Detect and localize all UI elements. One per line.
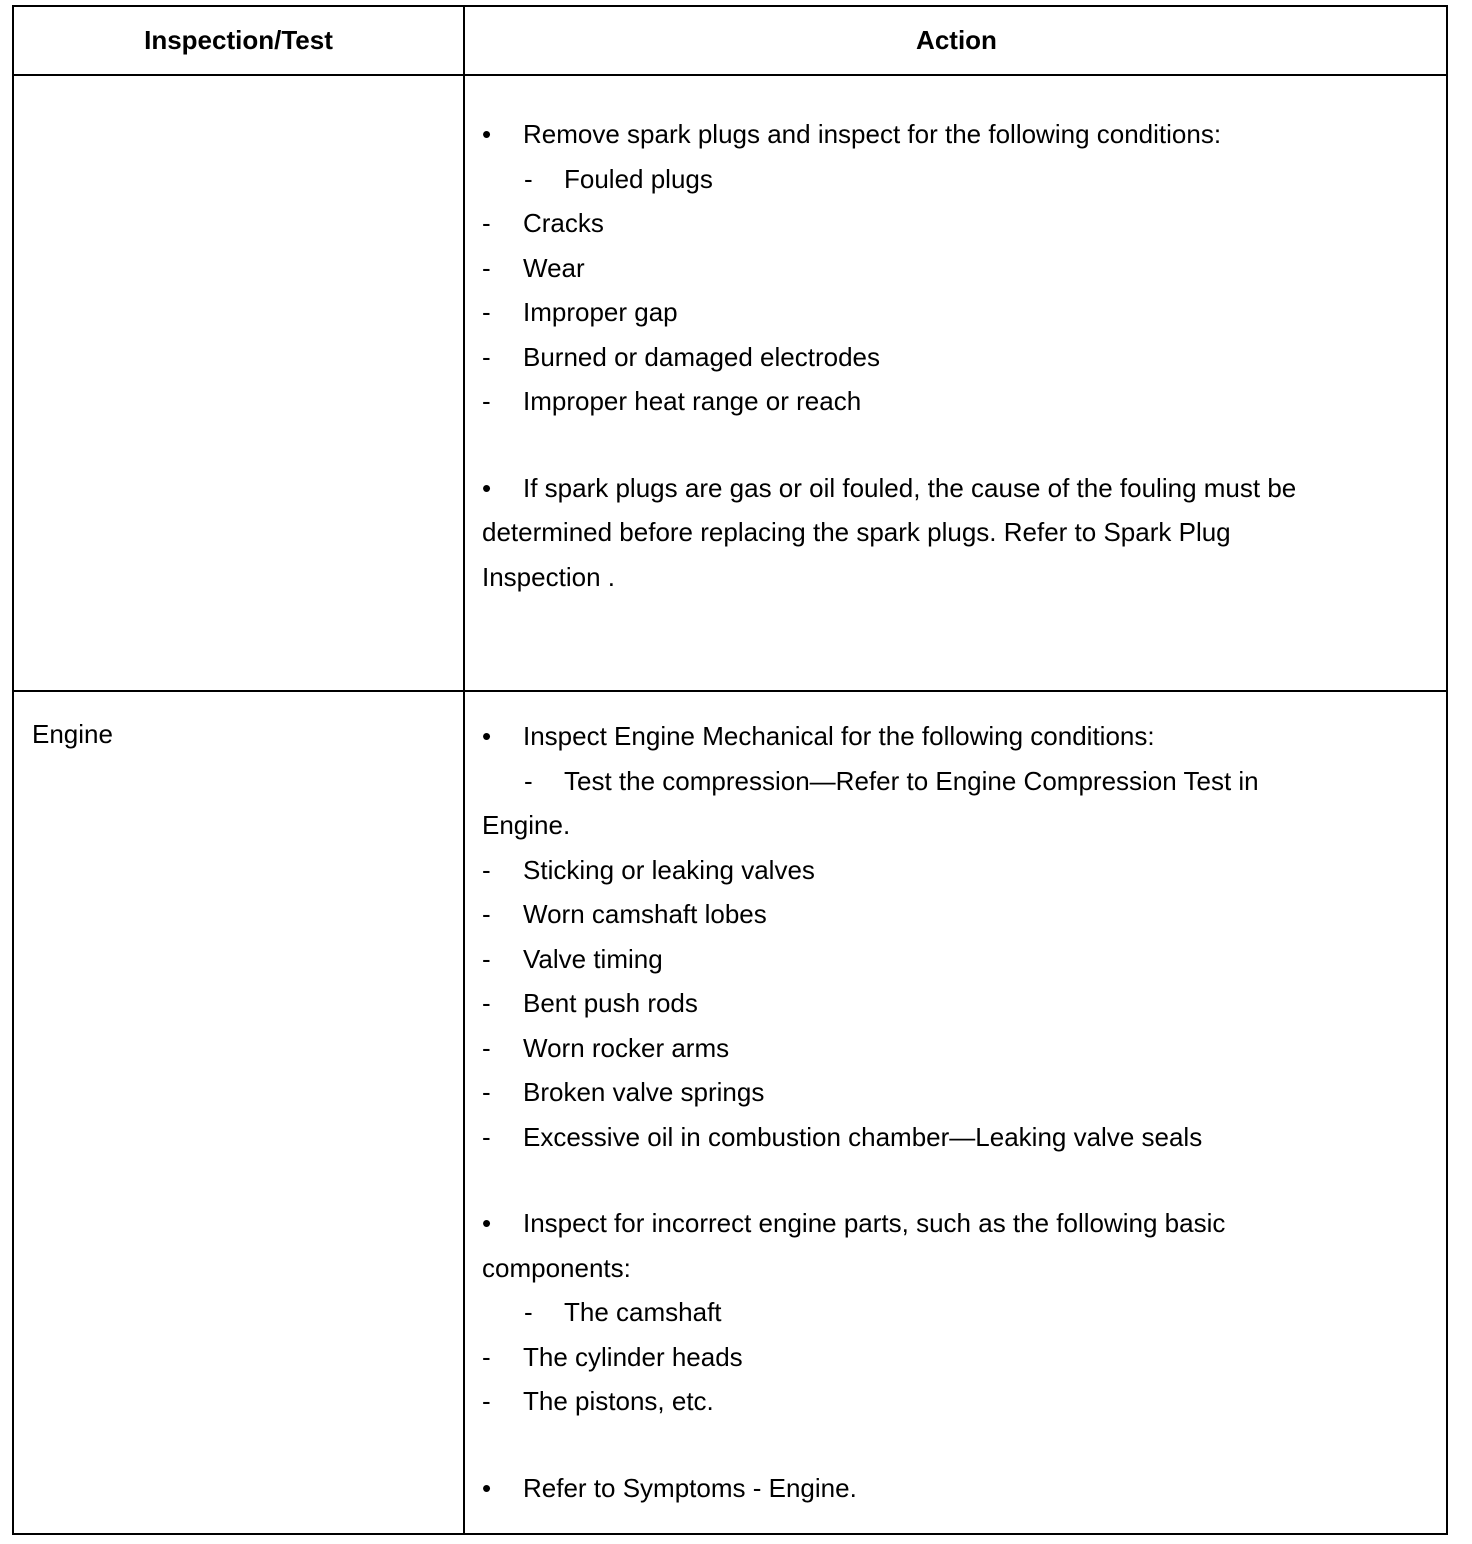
- list-item: [482, 714, 1362, 759]
- action-text: Worn rocker arms: [523, 1032, 730, 1063]
- action-text: Excessive oil in combustion chamber—Leaking valve seals: [523, 1121, 1203, 1152]
- diagnostic-table: [12, 5, 1448, 1535]
- action-text: Engine.: [482, 810, 571, 840]
- action-text: Refer to Symptoms - Engine.: [523, 1472, 857, 1503]
- action-text: Fouled plugs: [564, 163, 713, 194]
- action-text: The pistons, etc.: [523, 1386, 714, 1416]
- list-item: [482, 759, 1362, 804]
- list-item: [482, 201, 1362, 246]
- action-text: Bent push rods: [523, 988, 698, 1018]
- list-item: [482, 157, 1362, 202]
- row-2-action-cell: [482, 714, 1362, 1510]
- header-inspection-test: Inspection/Test: [144, 25, 333, 55]
- list-item: [482, 1379, 1362, 1424]
- dash-marker: -: [482, 208, 491, 238]
- bullet-marker: •: [482, 472, 492, 503]
- dash-marker: -: [482, 1341, 491, 1372]
- list-item: [482, 848, 1362, 893]
- list-item: [482, 379, 1362, 424]
- action-text: Burned or damaged electrodes: [523, 341, 881, 372]
- dash-marker: -: [482, 1077, 491, 1107]
- list-item: [482, 335, 1362, 380]
- row-divider: [14, 690, 1446, 692]
- action-text: Inspect for incorrect engine parts, such as the following basic: [523, 1208, 1226, 1238]
- list-item: [482, 1115, 1362, 1160]
- header-row-divider: [14, 74, 1446, 76]
- action-text: Broken valve springs: [523, 1077, 765, 1107]
- dash-marker: -: [482, 1386, 491, 1416]
- bullet-marker: •: [482, 1208, 492, 1238]
- dash-marker: -: [482, 1032, 491, 1063]
- list-item: [482, 937, 1362, 982]
- action-text: Wear: [523, 252, 585, 283]
- action-text: Worn camshaft lobes: [523, 899, 767, 929]
- dash-marker: -: [482, 988, 491, 1018]
- list-item: [482, 1466, 1362, 1511]
- dash-marker: -: [482, 252, 491, 283]
- dash-marker: -: [482, 854, 491, 885]
- dash-marker: -: [482, 1121, 491, 1152]
- bullet-marker: •: [482, 721, 492, 751]
- dash-marker: -: [524, 765, 533, 796]
- list-item: [482, 1026, 1362, 1071]
- header-action: Action: [916, 25, 997, 55]
- bullet-marker: •: [482, 119, 492, 149]
- dash-marker: -: [524, 163, 533, 194]
- dash-marker: -: [482, 386, 491, 416]
- list-item: [482, 1335, 1362, 1380]
- list-item-continuation: [482, 803, 1362, 848]
- action-text: Improper heat range or reach: [523, 386, 862, 416]
- action-text: Sticking or leaking valves: [523, 854, 815, 885]
- list-item: [482, 981, 1362, 1026]
- action-text: The cylinder heads: [523, 1341, 743, 1372]
- dash-marker: -: [482, 899, 491, 929]
- list-item: [482, 290, 1362, 335]
- action-text: The camshaft: [564, 1297, 722, 1327]
- list-item: [482, 1070, 1362, 1115]
- list-item: [482, 1201, 1362, 1246]
- list-item: [482, 892, 1362, 937]
- dash-marker: -: [482, 297, 491, 327]
- list-item: [482, 466, 1362, 600]
- action-text: Test the compression—Refer to Engine Compression Test in: [564, 765, 1259, 796]
- list-item: [482, 1290, 1362, 1335]
- action-text: Cracks: [523, 208, 604, 238]
- column-divider: [463, 7, 465, 1533]
- bullet-marker: •: [482, 1472, 492, 1503]
- dash-marker: -: [482, 943, 491, 974]
- list-item-continuation: [482, 1246, 1362, 1291]
- action-text: Inspect Engine Mechanical for the following conditions:: [523, 721, 1155, 751]
- action-text: components:: [482, 1252, 631, 1283]
- dash-marker: -: [524, 1297, 533, 1327]
- row-2-inspection-label: Engine: [32, 719, 113, 749]
- action-text: If spark plugs are gas or oil fouled, the cause of the fouling must be determined before replacing the spark plugs. Refer to Spark Plug Inspection .: [482, 472, 1297, 592]
- list-item: [482, 112, 1362, 157]
- action-text: Valve timing: [523, 943, 663, 974]
- action-text: Improper gap: [523, 297, 678, 327]
- row-1-action-cell: [482, 112, 1362, 599]
- action-text: Remove spark plugs and inspect for the following conditions:: [523, 119, 1222, 149]
- dash-marker: -: [482, 341, 491, 372]
- list-item: [482, 246, 1362, 291]
